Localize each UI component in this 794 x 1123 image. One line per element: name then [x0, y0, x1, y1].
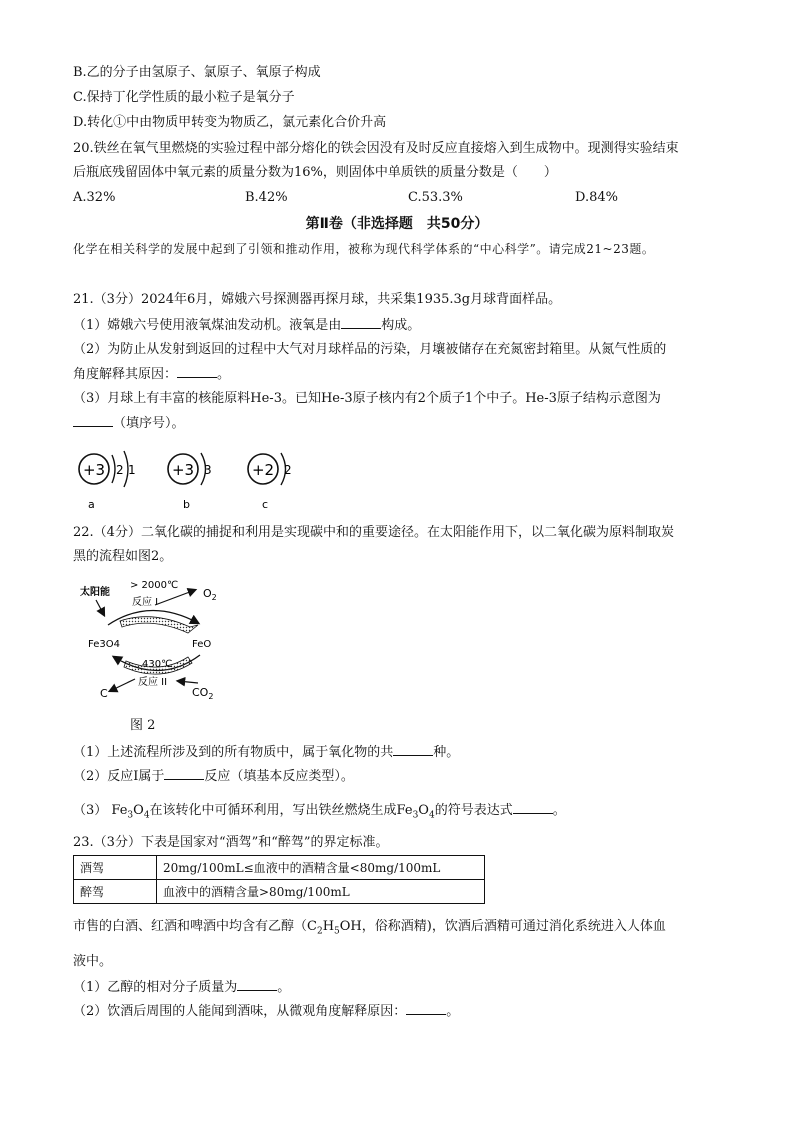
svg-text:2: 2 — [284, 463, 292, 477]
table-cell: 醉驾 — [74, 880, 157, 904]
section-title: 第Ⅱ卷（非选择题 共50分） — [305, 216, 489, 232]
q20-option-d: D.84% — [575, 190, 618, 205]
q23-head: 23.（3分）下表是国家对“酒驾”和“醉驾”的界定标准。 — [73, 835, 389, 850]
answer-blank[interactable] — [73, 413, 113, 427]
atom-diagram-c — [248, 453, 292, 511]
label-co2: $CO_2$ — [192, 686, 214, 701]
q20-options — [73, 190, 633, 210]
q22-sub3: （3） $Fe_3O_4$在该转化中可循环利用，写出铁丝燃烧生成$Fe_3O_4$的符号表达式 。 — [73, 800, 566, 826]
table-cell: 20mg/100mL≤血液中的酒精含量<80mg/100mL — [157, 856, 485, 880]
drunk-driving-standard-table — [73, 855, 485, 904]
atom-structure-diagrams — [70, 445, 310, 515]
svg-text:3: 3 — [204, 463, 212, 477]
label-reaction2: 反应 II — [138, 677, 168, 688]
table-cell: 酒驾 — [74, 856, 157, 880]
q20-option-b: B.42% — [245, 190, 288, 205]
label-reaction1: 反应 I — [132, 597, 159, 608]
q22-head-line2: 黑的流程如图2。 — [73, 549, 173, 564]
svg-text:+2: +2 — [251, 461, 275, 479]
answer-blank[interactable] — [406, 1001, 446, 1015]
q22-sub1: （1）上述流程所涉及到的所有物质中，属于氧化物的共 种。 — [73, 742, 459, 763]
answer-blank[interactable] — [513, 800, 553, 814]
atom-label-c: c — [262, 498, 269, 511]
answer-blank[interactable] — [164, 766, 204, 780]
q19-option-b: B.乙的分子由氢原子、氯原子、氧原子构成 — [73, 65, 321, 80]
svg-text:+3: +3 — [171, 461, 195, 479]
atom-diagram-b — [168, 453, 212, 511]
q22-sub2: （2）反应I属于 反应（填基本反应类型）。 — [73, 766, 354, 787]
q20-stem-line1: 20.铁丝在氧气里燃烧的实验过程中部分熔化的铁会因没有及时反应直接熔入到生成物中。现测得实验结束 — [73, 141, 679, 156]
q21-sub1: （1）嫦娥六号使用液氧煤油发动机。液氧是由 构成。 — [73, 315, 420, 336]
q19-option-d: D.转化①中由物质甲转变为物质乙，氯元素化合价升高 — [73, 115, 387, 130]
atom-label-a: a — [88, 498, 95, 511]
q23-paragraph-line1: 市售的白酒、红酒和啤酒中均含有乙醇（$C_2H_5OH$，俗称酒精)，饮酒后酒精可通过消化系统进入人体血 — [73, 919, 666, 937]
q21-head: 21.（3分）2024年6月，嫦娥六号探测器再探月球，共采集1935.3g月球背面样品。 — [73, 292, 562, 307]
atom-diagram-a — [79, 451, 136, 511]
label-fe3o4: Fe3O4 — [88, 639, 120, 650]
q19-option-c: C.保持丁化学性质的最小粒子是氧分子 — [73, 90, 295, 105]
q21-sub3-line2: （填序号）。 — [73, 413, 185, 434]
q23-sub1: （1）乙醇的相对分子质量为 。 — [73, 977, 290, 998]
table-row — [74, 856, 485, 880]
section-intro: 化学在相关科学的发展中起到了引领和推动作用，被称为现代科学体系的“中心科学”。请完成21~23题。 — [73, 242, 655, 256]
q20-stem-line2: 后瓶底残留固体中氧元素的质量分数为16%，则固体中单质铁的质量分数是（ ） — [73, 165, 557, 180]
svg-text:1: 1 — [128, 463, 136, 477]
svg-text:+3: +3 — [82, 461, 106, 479]
atom-label-b: b — [183, 498, 190, 511]
q21-sub2-line1: （2）为防止从发射到返回的过程中大气对月球样品的污染，月壤被储存在充氮密封箱里。从氮气性质的 — [73, 342, 667, 357]
label-temp-reaction2: 430℃ — [142, 659, 173, 670]
label-feo: FeO — [192, 639, 212, 650]
label-solar-energy: 太阳能 — [80, 587, 110, 598]
q22-head-line1: 22.（4分）二氧化碳的捕捉和利用是实现碳中和的重要途径。在太阳能作用下，以二氧化碳为原料制取炭 — [73, 525, 674, 540]
table-cell: 血液中的酒精含量>80mg/100mL — [157, 880, 485, 904]
svg-text:2: 2 — [116, 463, 124, 477]
q20-option-c: C.53.3% — [408, 190, 463, 205]
q23-paragraph-line2: 液中。 — [73, 954, 113, 969]
label-temp-reaction1: > 2000℃ — [130, 580, 179, 591]
table-row — [74, 880, 485, 904]
carbon-flow-diagram — [80, 575, 230, 705]
answer-blank[interactable] — [341, 315, 381, 329]
label-carbon: C — [100, 687, 108, 700]
answer-blank[interactable] — [177, 364, 217, 378]
q21-sub3-line1: （3）月球上有丰富的核能原料He-3。已知He-3原子核内有2个质子1个中子。He-3原子结构示意图为 — [73, 391, 661, 406]
label-o2: $O_2$ — [203, 587, 217, 602]
q21-sub2-line2: 角度解释其原因： 。 — [73, 364, 230, 385]
q20-option-a: A.32% — [73, 190, 116, 205]
answer-blank[interactable] — [393, 742, 433, 756]
answer-blank[interactable] — [237, 977, 277, 991]
figure-caption: 图 2 — [130, 718, 156, 733]
q23-sub2: （2）饮酒后周围的人能闻到酒味，从微观角度解释原因： 。 — [73, 1001, 459, 1022]
